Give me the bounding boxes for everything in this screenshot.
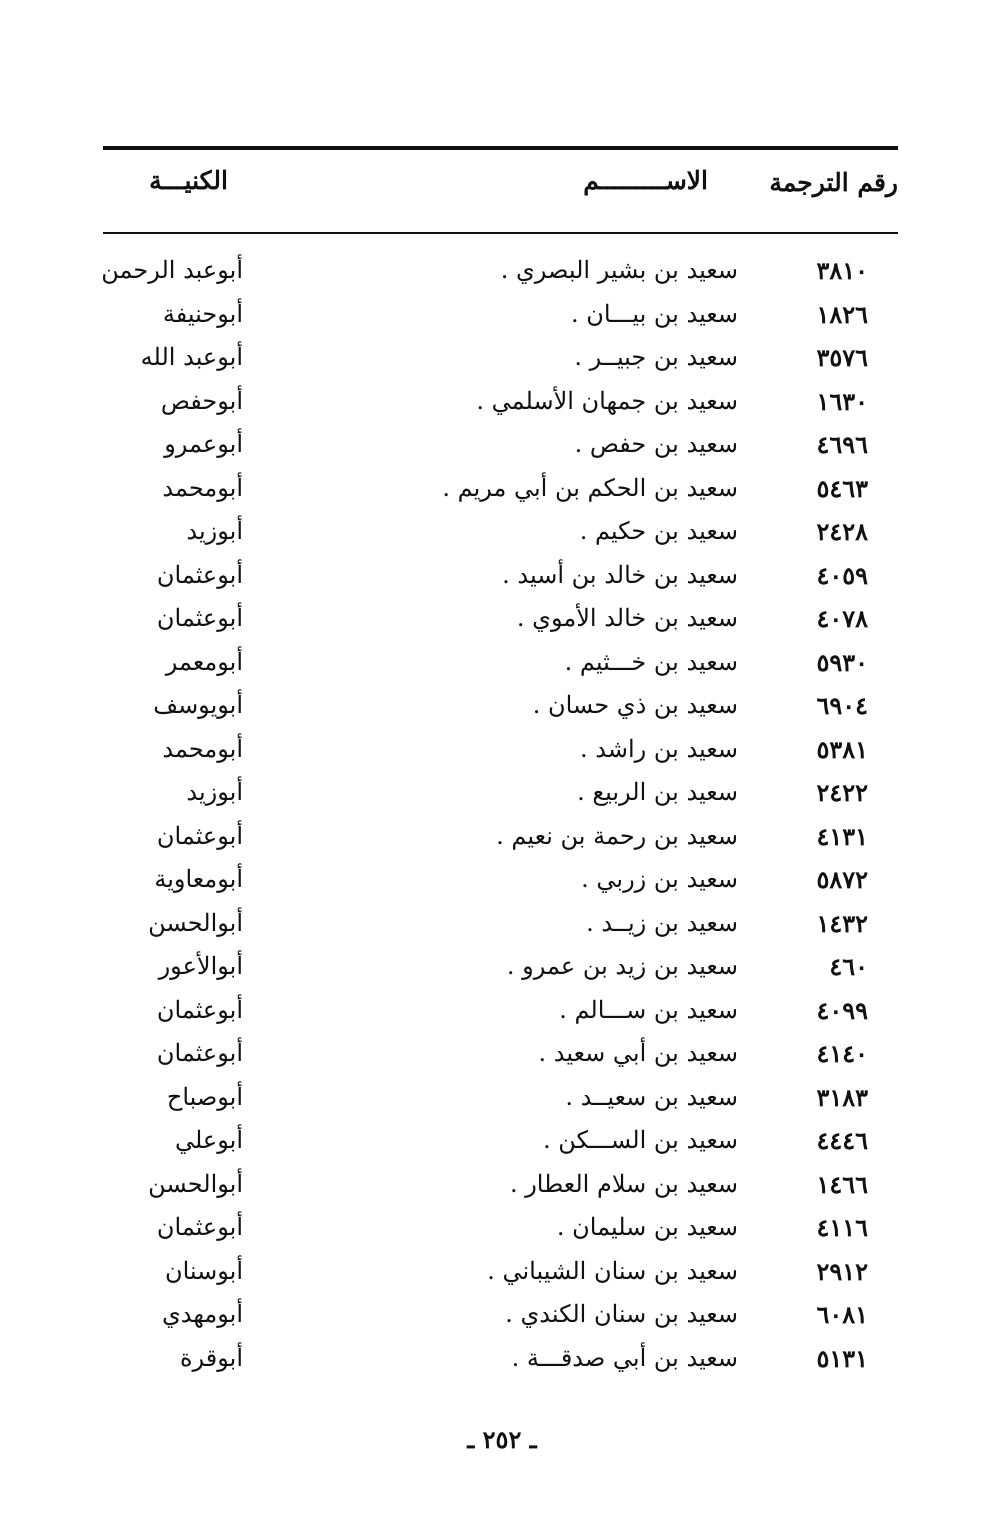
row-kunya: أبوزيد xyxy=(186,517,243,545)
row-kunya: أبوعثمان xyxy=(156,1213,243,1241)
table-row xyxy=(103,339,898,383)
row-number: ٣٥٧٦ xyxy=(816,343,868,372)
row-number: ٤٤٤٦ xyxy=(816,1126,868,1155)
row-kunya: أبوسنان xyxy=(164,1256,243,1285)
row-kunya: أبوعثمان xyxy=(156,560,243,589)
top-rule xyxy=(103,146,898,150)
row-number: ٥٤٦٣ xyxy=(816,473,868,503)
row-kunya: أبومعمر xyxy=(165,647,243,676)
row-number: ٦٠٨١ xyxy=(816,1300,868,1329)
row-name: سعيد بن بيـــان . xyxy=(571,299,738,328)
row-number: ١٨٢٦ xyxy=(816,299,868,329)
table-row xyxy=(103,296,898,340)
table-row xyxy=(103,1253,898,1297)
row-name: سعيد بن رحمة بن نعيم . xyxy=(496,821,738,850)
row-kunya: أبويوسف xyxy=(153,691,243,719)
row-kunya: أبوعلي xyxy=(174,1126,243,1154)
row-number: ١٦٣٠ xyxy=(816,386,868,416)
table-row xyxy=(103,731,898,775)
header-number: رقم الترجمة xyxy=(769,168,898,197)
row-name: سعيد بن خالد بن أسيد . xyxy=(502,560,738,589)
row-name: سعيد بن سليمان . xyxy=(556,1213,738,1241)
row-kunya: أبوحفص xyxy=(160,386,243,415)
row-kunya: أبوعبد الله xyxy=(140,343,243,371)
page-number: ـ ٢٥٢ ـ xyxy=(467,1425,537,1454)
table-row xyxy=(103,687,898,731)
table-row xyxy=(103,1209,898,1253)
row-name: سعيد بن الربيع . xyxy=(577,778,738,806)
table-row xyxy=(103,1122,898,1166)
row-number: ٤١٤٠ xyxy=(816,1039,868,1068)
table-row xyxy=(103,1296,898,1340)
table-row xyxy=(103,948,898,992)
row-name: سعيد بن بشير البصري . xyxy=(500,256,738,284)
row-kunya: أبوعبد الرحمن xyxy=(101,256,243,284)
row-kunya: أبومحمد xyxy=(162,734,243,763)
row-kunya: أبوزيد xyxy=(186,778,243,806)
table-row xyxy=(103,1079,898,1123)
row-name: سعيد بن حفص . xyxy=(574,430,738,458)
row-number: ٦٩٠٤ xyxy=(816,691,868,720)
row-name: سعيد بن سعيــد . xyxy=(565,1082,738,1111)
row-kunya: أبوالحسن xyxy=(148,908,243,937)
row-name: سعيد بن جمهان الأسلمي . xyxy=(476,386,738,415)
table-row xyxy=(103,644,898,688)
row-number: ٤٦٩٦ xyxy=(816,430,868,459)
table-row xyxy=(103,1340,898,1384)
row-number: ٢٩١٢ xyxy=(816,1256,868,1286)
header-name: الاســـــــــم xyxy=(583,166,708,195)
row-number: ٣١٨٣ xyxy=(816,1082,868,1112)
table-row xyxy=(103,426,898,470)
row-number: ٤٠٩٩ xyxy=(816,995,868,1025)
table-row xyxy=(103,600,898,644)
row-number: ٤٦٠ xyxy=(829,952,868,981)
row-name: سعيد بن زيد بن عمرو . xyxy=(506,952,738,980)
row-number: ٤١٣١ xyxy=(816,821,868,851)
row-number: ١٤٦٦ xyxy=(816,1169,868,1199)
table-row xyxy=(103,905,898,949)
row-kunya: أبوعثمان xyxy=(156,604,243,632)
row-name: سعيد بن سلام العطار . xyxy=(509,1169,738,1198)
row-kunya: أبومعاوية xyxy=(154,865,243,893)
row-number: ٥١٣١ xyxy=(816,1343,868,1373)
row-name: سعيد بن خـــثيم . xyxy=(564,647,738,676)
table-body xyxy=(103,252,898,1383)
row-number: ٤٠٧٨ xyxy=(816,604,868,633)
row-number: ١٤٣٢ xyxy=(816,908,868,938)
row-name: سعيد بن أبي صدقـــة . xyxy=(511,1343,738,1372)
row-kunya: أبوعثمان xyxy=(156,821,243,850)
table-row xyxy=(103,470,898,514)
table-header xyxy=(103,160,898,210)
row-name: سعيد بن خالد الأموي . xyxy=(516,604,738,632)
row-kunya: أبوعثمان xyxy=(156,995,243,1024)
table-row xyxy=(103,513,898,557)
table-row xyxy=(103,774,898,818)
row-name: سعيد بن راشد . xyxy=(580,734,738,763)
row-kunya: أبوعمرو xyxy=(164,430,243,458)
row-kunya: أبوقرة xyxy=(179,1343,243,1372)
row-kunya: أبوالأعور xyxy=(158,952,243,980)
table-row xyxy=(103,992,898,1036)
row-kunya: أبوعثمان xyxy=(156,1039,243,1067)
row-kunya: أبومحمد xyxy=(162,473,243,502)
row-name: سعيد بن زربي . xyxy=(581,865,738,893)
row-name: سعيد بن أبي سعيد . xyxy=(538,1039,738,1067)
row-name: سعيد بن زيــد . xyxy=(586,908,738,937)
row-kunya: أبوحنيفة xyxy=(162,299,243,328)
row-name: سعيد بن سنان الشيباني . xyxy=(487,1256,738,1285)
row-number: ٥٨٧٢ xyxy=(816,865,868,894)
table-row xyxy=(103,818,898,862)
table-row xyxy=(103,383,898,427)
row-name: سعيد بن ســـالم . xyxy=(559,995,738,1024)
row-kunya: أبوصباح xyxy=(166,1082,243,1111)
row-number: ٤٠٥٩ xyxy=(816,560,868,590)
row-name: سعيد بن الســـكن . xyxy=(543,1126,738,1154)
row-name: سعيد بن جبيــر . xyxy=(574,343,738,371)
table-row xyxy=(103,1035,898,1079)
row-number: ٢٤٢٨ xyxy=(816,517,868,546)
row-number: ٢٤٢٢ xyxy=(816,778,868,807)
row-kunya: أبومهدي xyxy=(161,1300,243,1328)
row-name: سعيد بن سنان الكندي . xyxy=(505,1300,738,1328)
row-number: ٥٣٨١ xyxy=(816,734,868,764)
row-kunya: أبوالحسن xyxy=(148,1169,243,1198)
row-number: ٣٨١٠ xyxy=(816,256,868,285)
header-rule xyxy=(103,232,898,234)
table-row xyxy=(103,861,898,905)
header-kunya: الكنيـــة xyxy=(149,166,228,195)
row-number: ٥٩٣٠ xyxy=(816,647,868,677)
table-row xyxy=(103,557,898,601)
row-number: ٤١١٦ xyxy=(816,1213,868,1242)
table-row xyxy=(103,1166,898,1210)
row-name: سعيد بن الحكم بن أبي مريم . xyxy=(442,473,738,502)
row-name: سعيد بن ذي حسان . xyxy=(532,691,738,719)
table-row xyxy=(103,252,898,296)
row-name: سعيد بن حكيم . xyxy=(579,517,738,545)
